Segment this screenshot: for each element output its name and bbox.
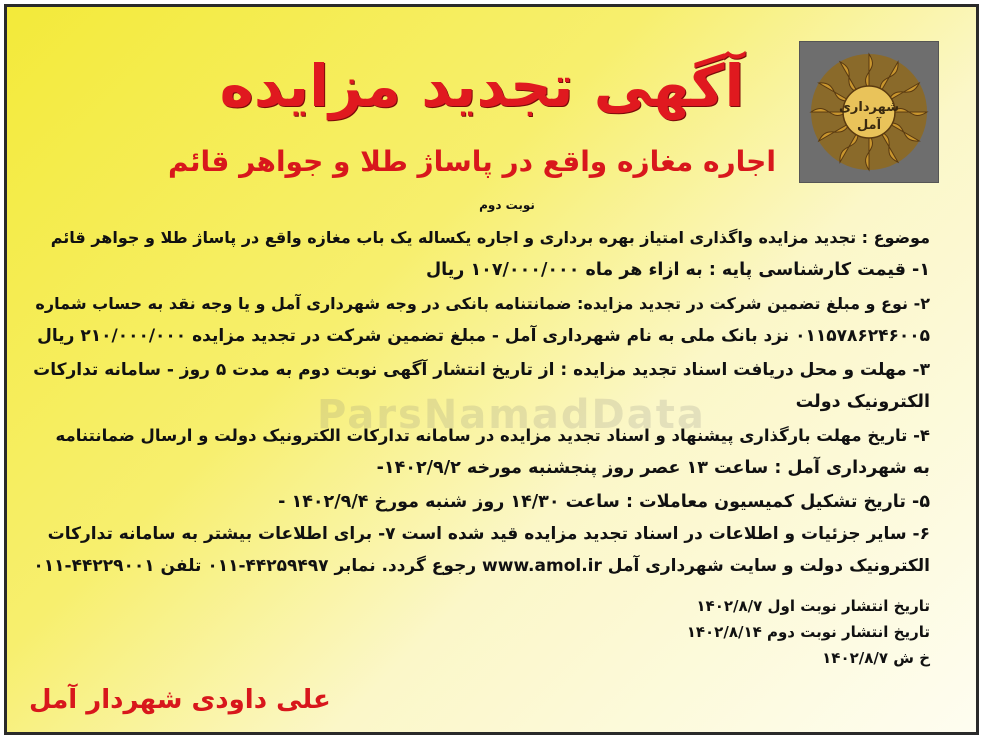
publish-date-second: تاریخ انتشار نوبت دوم ۱۴۰۲/۸/۱۴ (686, 623, 930, 641)
body-line-base-price: ۱- قیمت کارشناسی پایه : به ازاء هر ماه ۱۰۷/۰۰۰/۰۰۰ ریال (425, 260, 930, 280)
body-line-upload: ۴- تاریخ مهلت بارگذاری پیشنهاد و اسناد تجدید مزایده در سامانه تدارکات الکترونیک دولت و ارسال ضمانتنامه (55, 426, 930, 445)
body-line-contact: الکترونیک دولت و سایت شهرداری آمل www.amol.ir رجوع گردد. نمابر ۴۴۲۵۹۴۹۷-۰۱۱ تلفن ۴۴۲۲۹۰۰۱-۰۱۱ (33, 556, 930, 576)
round-label: نوبت دوم (479, 198, 535, 212)
logo-text-line1: شهرداری (839, 100, 899, 115)
notice-subtitle: اجاره مغازه واقع در پاساژ طلا و جواهر قائم (168, 145, 776, 178)
notice-frame (4, 4, 979, 735)
signature: علی داودی شهردار آمل (29, 685, 331, 715)
body-line-upload-cont: به شهرداری آمل : ساعت ۱۳ عصر روز پنجشنبه مورخه ۱۴۰۲/۹/۲- (376, 458, 930, 478)
amol-municipality-logo (799, 41, 939, 183)
notice-title: آگهی تجدید مزایده (219, 52, 745, 120)
body-line-commission: ۵- تاریخ تشکیل کمیسیون معاملات : ساعت ۱۴/۳۰ روز شنبه مورخ ۱۴۰۲/۹/۴ - (278, 492, 930, 512)
body-line-details: ۶- سایر جزئیات و اطلاعات در اسناد تجدید مزایده قید شده است ۷- برای اطلاعات بیشتر به سامانه تدارکات (47, 524, 930, 544)
watermark: ParsNamadData (317, 392, 706, 438)
body-line-deadline: ۳- مهلت و محل دریافت اسناد تجدید مزایده : از تاریخ انتشار آگهی نوبت دوم به مدت ۵ روز - سامانه تدارکات (33, 360, 930, 380)
body-line-guarantee: ۲- نوع و مبلغ تضمین شرکت در تجدید مزایده: ضمانتنامه بانکی در وجه شهرداری آمل و یا وجه نقد به حساب شماره (35, 294, 930, 313)
body-line-deadline-cont: الکترونیک دولت (795, 392, 930, 412)
publish-date-first: تاریخ انتشار نوبت اول ۱۴۰۲/۸/۷ (696, 597, 930, 615)
logo-text-line2: آمل (856, 118, 882, 133)
publish-code: خ ش ۱۴۰۲/۸/۷ (822, 649, 930, 667)
body-line-subject: موضوع : تجدید مزایده واگذاری امتیاز بهره برداری و اجاره یکساله یک باب مغازه واقع در پاساژ طلا و جواهر قائم (50, 228, 930, 247)
body-line-guarantee-account: ۰۱۱۵۷۸۶۲۴۶۰۰۵ نزد بانک ملی به نام شهرداری آمل - مبلغ تضمین شرکت در تجدید مزایده ۲۱۰/۰۰۰/۰۰۰ ریال (37, 326, 930, 346)
